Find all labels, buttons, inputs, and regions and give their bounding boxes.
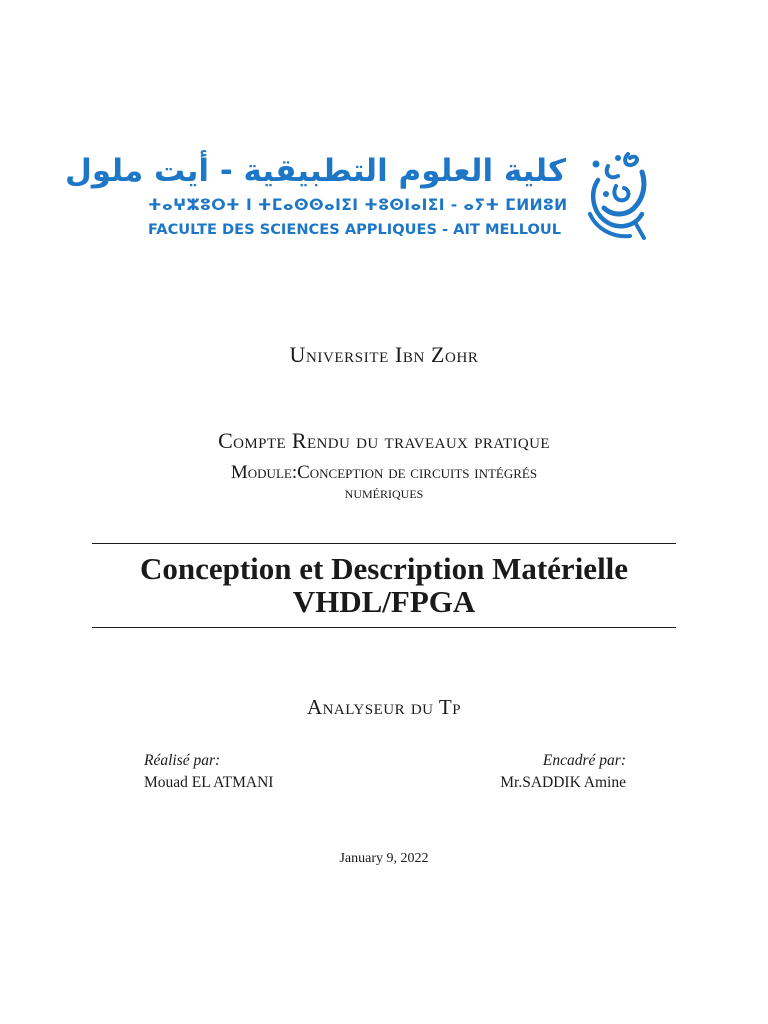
document-title bbox=[92, 552, 676, 618]
title-rule-top bbox=[92, 543, 676, 544]
title-line-2: VHDL/FPGA bbox=[292, 584, 476, 619]
logo-arabic-name: كلية العلوم التطبيقية - أيت ملول bbox=[65, 153, 566, 189]
logo-tifinagh-name: ⵜⴰⵖⵣⵓⵔⵜ ⵏ ⵜⵎⴰⵙⵙⴰⵏⵉⵏ ⵜⵓⵙⵏⴰⵏⵉⵏ - ⴰⵢⵜ ⵎⵍⵍⵓⵍ bbox=[148, 196, 568, 214]
author-block bbox=[144, 750, 273, 794]
calligraphy-emblem-icon bbox=[582, 150, 650, 242]
author-name: Mouad EL ATMANI bbox=[144, 774, 274, 791]
author-label: Réalisé par: bbox=[144, 752, 221, 769]
university-name: Universite Ibn Zohr bbox=[289, 342, 479, 367]
module-name bbox=[0, 461, 768, 501]
supervisor-name: Mr.SADDIK Amine bbox=[500, 774, 626, 791]
report-type: Compte Rendu du traveaux pratique bbox=[218, 428, 550, 453]
module-line-1: Module:Conception de circuits intégrés bbox=[230, 462, 538, 483]
faculty-logo bbox=[65, 150, 650, 246]
module-line-2: numériques bbox=[344, 483, 424, 502]
document-date: January 9, 2022 bbox=[339, 851, 429, 866]
supervisor-block bbox=[500, 750, 626, 794]
supervisor-label: Encadré par: bbox=[542, 752, 626, 769]
logo-latin-name: FACULTE DES SCIENCES APPLIQUES - AIT MELLOUL bbox=[148, 221, 562, 238]
title-rule-bottom bbox=[92, 627, 676, 628]
document-subtitle: Analyseur du Tp bbox=[306, 695, 462, 719]
title-line-1: Conception et Description Matérielle bbox=[139, 551, 629, 586]
